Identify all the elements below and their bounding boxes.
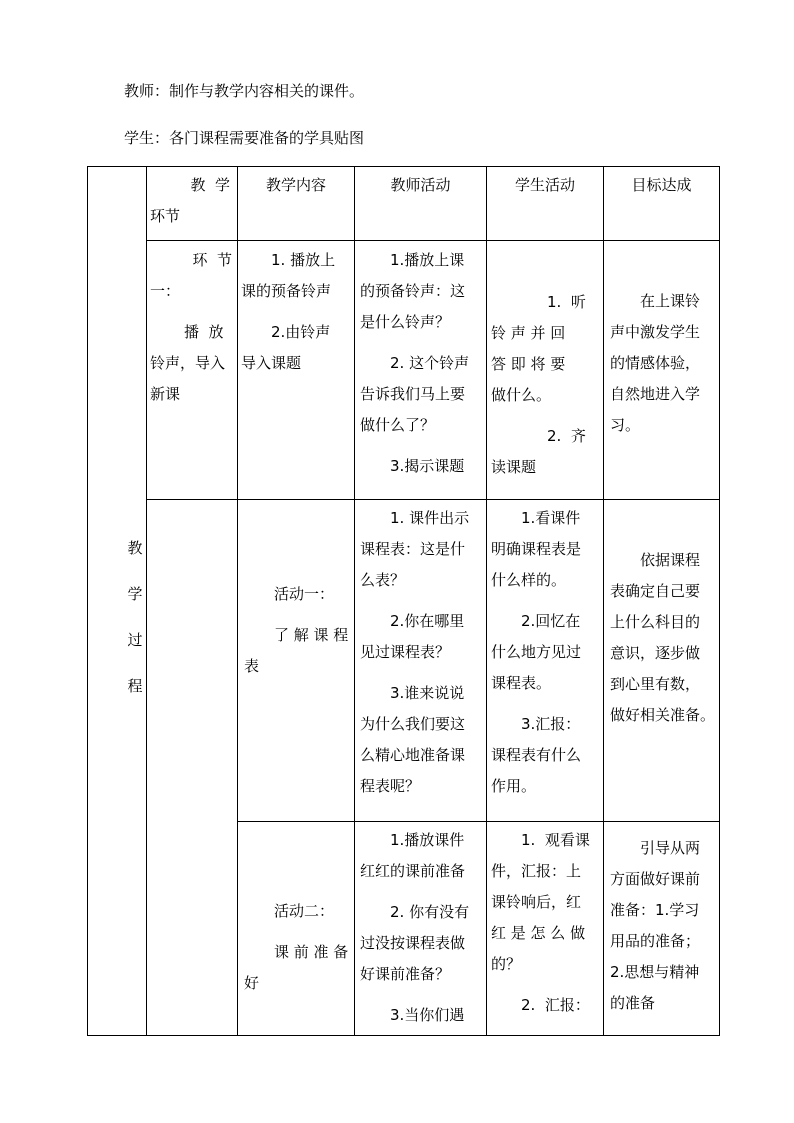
header-stage: 教 学 环节 xyxy=(150,176,230,225)
teacher-prep-line: 教师：制作与教学内容相关的课件。 xyxy=(124,82,365,100)
row3-teacher: 1.播放课件 红红的课前准备 2. 你有没有 过没按课程表做 好课前准备？ 3.当你们遇 xyxy=(360,831,470,1024)
row1-stage: 环 节 一： 播 放 铃声，导入 新课 xyxy=(150,251,232,403)
row2-teacher: 1. 课件出示 课程表：这是什 么表？ 2.你在哪里 见过课程表？ 3.谁来说说 为什么我们要这 么精心地准备课 程表呢？ xyxy=(360,509,470,795)
row3-content: 活动二： 课 前 准 备 好 xyxy=(244,902,349,992)
header-content: 教学内容 xyxy=(265,176,326,194)
row1-content: 1. 播放上 课的预备铃声 2.由铃声 导入课题 xyxy=(241,251,336,372)
row2-student: 1.看课件 明确课程表是 什么样的。 2.回忆在 什么地方见过 课程表。 3.汇报： 课程表有什么 作用。 xyxy=(491,509,582,795)
row1-goal: 在上课铃 声中激发学生 的情感体验， 自然地进入学 习。 xyxy=(610,292,701,434)
row2-goal: 依据课程 表确定自己要 上什么科目的 意识，逐步做 到心里有数， 做好相关准备。 xyxy=(610,551,716,724)
header-teacher-activity: 教师活动 xyxy=(390,176,451,194)
row1-student: 1. 听 铃 声 并 回 答 即 将 要 做什么。 2. 齐 读课题 xyxy=(491,293,586,476)
header-student-activity: 学生活动 xyxy=(514,176,575,194)
row3-goal: 引导从两 方面做好课前 准备：1.学习 用品的准备； 2.思想与精神 的准备 xyxy=(610,839,701,1012)
header-goal: 目标达成 xyxy=(631,176,692,194)
teaching-process-label: 教 学 过 程 xyxy=(127,539,143,695)
student-prep-line: 学生：各门课程需要准备的学具贴图 xyxy=(124,129,365,147)
row1-teacher: 1.播放上课 的预备铃声：这 是什么铃声？ 2. 这个铃声 告诉我们马上要 做什么了？ 3.揭示课题 xyxy=(360,251,470,475)
row3-student: 1. 观看课 件，汇报：上 课铃响后，红 红 是 怎 么 做 的？ 2. 汇报： xyxy=(491,831,590,1014)
row2-content: 活动一： 了 解 课 程 表 xyxy=(244,585,349,675)
